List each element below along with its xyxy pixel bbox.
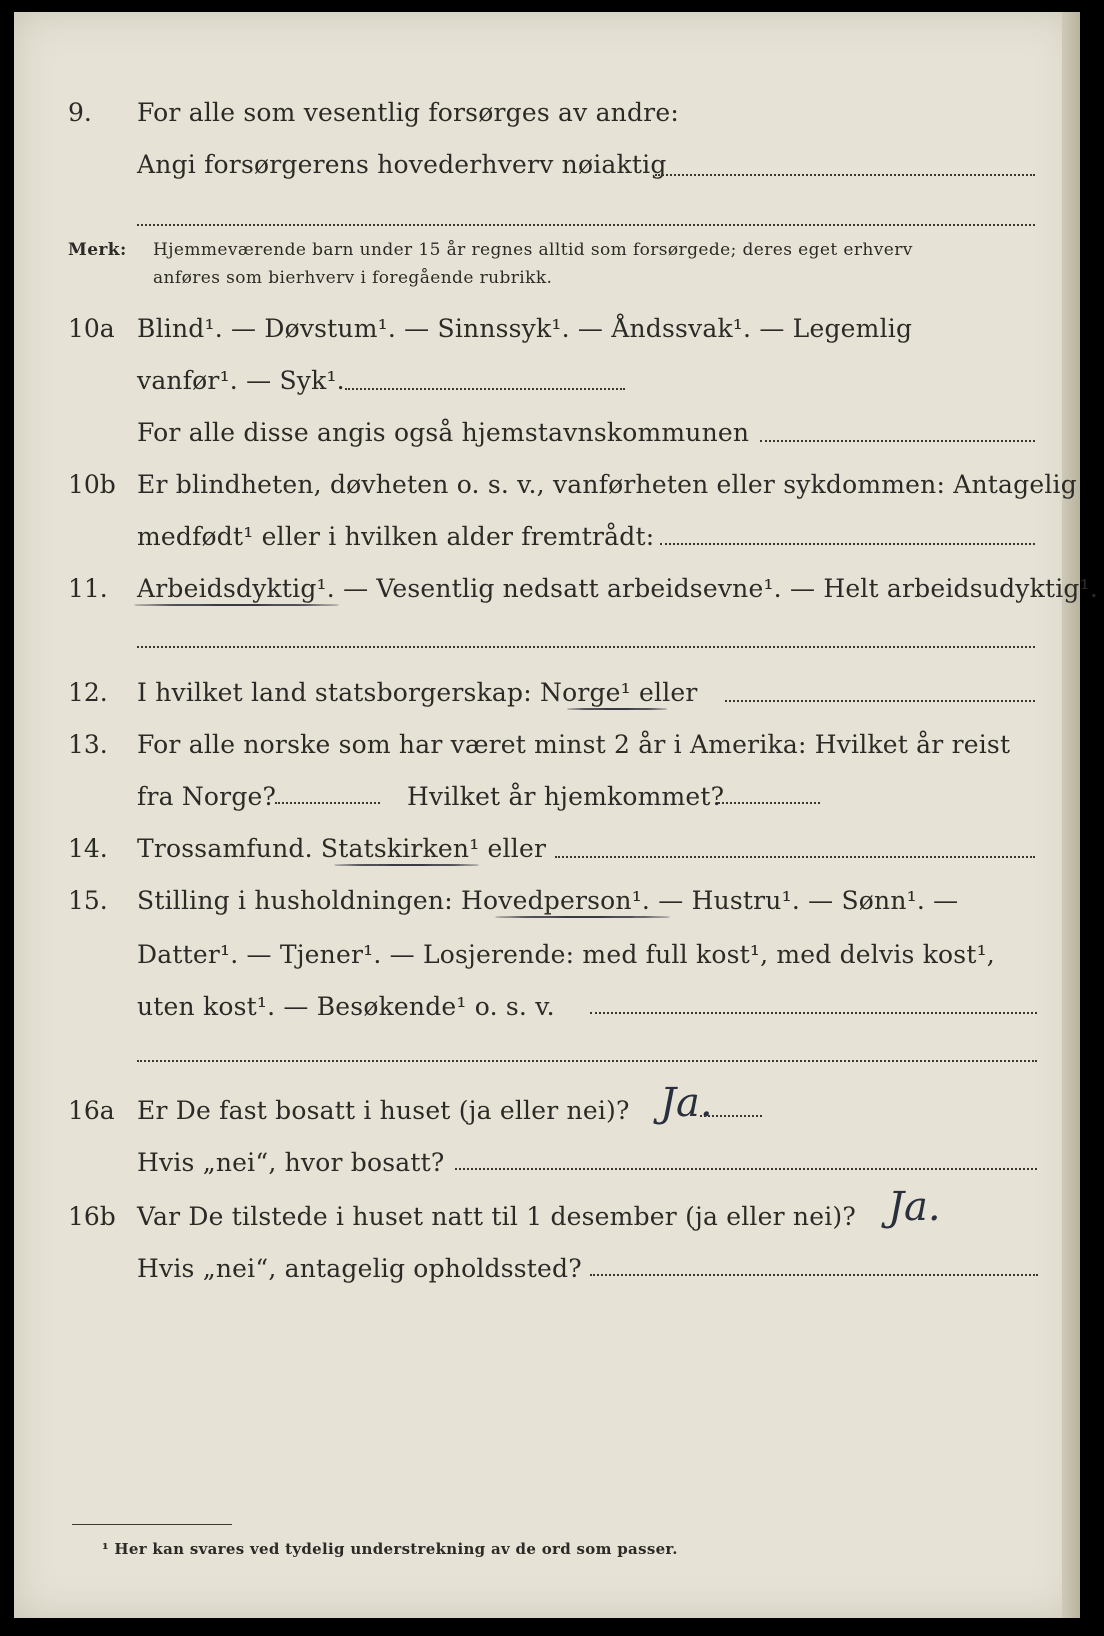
question-16a-prompt: Hvis „nei“, hvor bosatt? [137,1148,445,1177]
question-10b-number: 10b [68,470,116,499]
question-10a-answer-line [345,388,625,390]
note-text-1: Hjemmeværende barn under 15 år regnes alltid som forsørgede; deres eget erhverv [153,240,913,260]
question-10b-answer-line [660,543,1035,545]
question-16a-answer-line [700,1115,762,1117]
question-10b-prompt: medfødt¹ eller i hvilken alder fremtrådt: [137,522,655,551]
question-9-number: 9. [68,98,92,127]
question-13-answer-line-left [275,802,380,804]
question-9-text: For alle som vesentlig forsørges av andre: [137,98,679,127]
question-15-number: 15. [68,886,108,915]
question-14-answer-line [555,856,1035,858]
question-15-answer-line-2 [137,1060,1037,1062]
question-11-text: Arbeidsdyktig¹. — Vesentlig nedsatt arbeidsevne¹. — Helt arbeidsudyktig¹. [137,574,1098,603]
question-15-text-3: uten kost¹. — Besøkende¹ o. s. v. [137,992,555,1021]
question-9-prompt: Angi forsørgerens hovederhverv nøiaktig [137,150,667,179]
note-text-2: anføres som bierhverv i foregående rubrikk. [153,268,553,288]
question-14-number: 14. [68,834,108,863]
question-15-text-2: Datter¹. — Tjener¹. — Losjerende: med full kost¹, med delvis kost¹, [137,940,995,969]
question-11-handwritten-underline [134,604,339,606]
footnote: ¹ Her kan svares ved tydelig understrekning av de ord som passer. [102,1540,678,1558]
question-10a-text: Blind¹. — Døvstum¹. — Sinnssyk¹. — Åndssvak¹. — Legemlig [137,314,913,343]
note-label: Merk: [68,240,127,260]
question-16b-number: 16b [68,1202,116,1231]
question-13-prompt-right: Hvilket år hjemkommet? [407,782,725,811]
question-16b-prompt: Hvis „nei“, antagelig opholdssted? [137,1254,582,1283]
question-16b-handwritten-answer: Ja. [888,1184,941,1230]
footnote-rule [72,1524,232,1525]
question-16a-answer-line-2 [455,1168,1037,1170]
question-16a-handwritten-answer: Ja. [660,1080,713,1126]
question-12-number: 12. [68,678,108,707]
question-12-handwritten-underline [567,708,667,710]
question-16b-text: Var De tilstede i huset natt til 1 desember (ja eller nei)? [137,1202,856,1231]
question-10a-text-2: vanfør¹. — Syk¹. [137,366,345,395]
question-15-answer-line [590,1012,1037,1014]
question-9-answer-line-2 [137,224,1035,226]
question-10b-text: Er blindheten, døvheten o. s. v., vanførheten eller sykdommen: Antagelig [137,470,1077,499]
question-15-text: Stilling i husholdningen: Hovedperson¹. — Hustru¹. — Sønn¹. — [137,886,959,915]
question-11-answer-line [137,646,1035,648]
question-12-text: I hvilket land statsborgerskap: Norge¹ eller [137,678,698,707]
question-16a-text: Er De fast bosatt i huset (ja eller nei)? [137,1096,630,1125]
question-13-answer-line-right [718,802,820,804]
question-13-text: For alle norske som har været minst 2 år i Amerika: Hvilket år reist [137,730,1011,759]
question-16a-number: 16a [68,1096,115,1125]
question-14-text: Trossamfund. Statskirken¹ eller [137,834,547,863]
question-9-answer-line [655,174,1035,176]
question-13-prompt-left: fra Norge? [137,782,277,811]
question-12-answer-line [725,700,1035,702]
question-15-handwritten-underline [495,916,670,918]
question-13-number: 13. [68,730,108,759]
question-10a-number: 10a [68,314,115,343]
question-14-handwritten-underline [334,864,479,866]
question-10a-answer-line-2 [760,440,1035,442]
question-16b-answer-line [590,1274,1038,1276]
question-10a-prompt: For alle disse angis også hjemstavnskommunen [137,418,750,447]
page-edge [1062,12,1080,1618]
question-11-number: 11. [68,574,108,603]
